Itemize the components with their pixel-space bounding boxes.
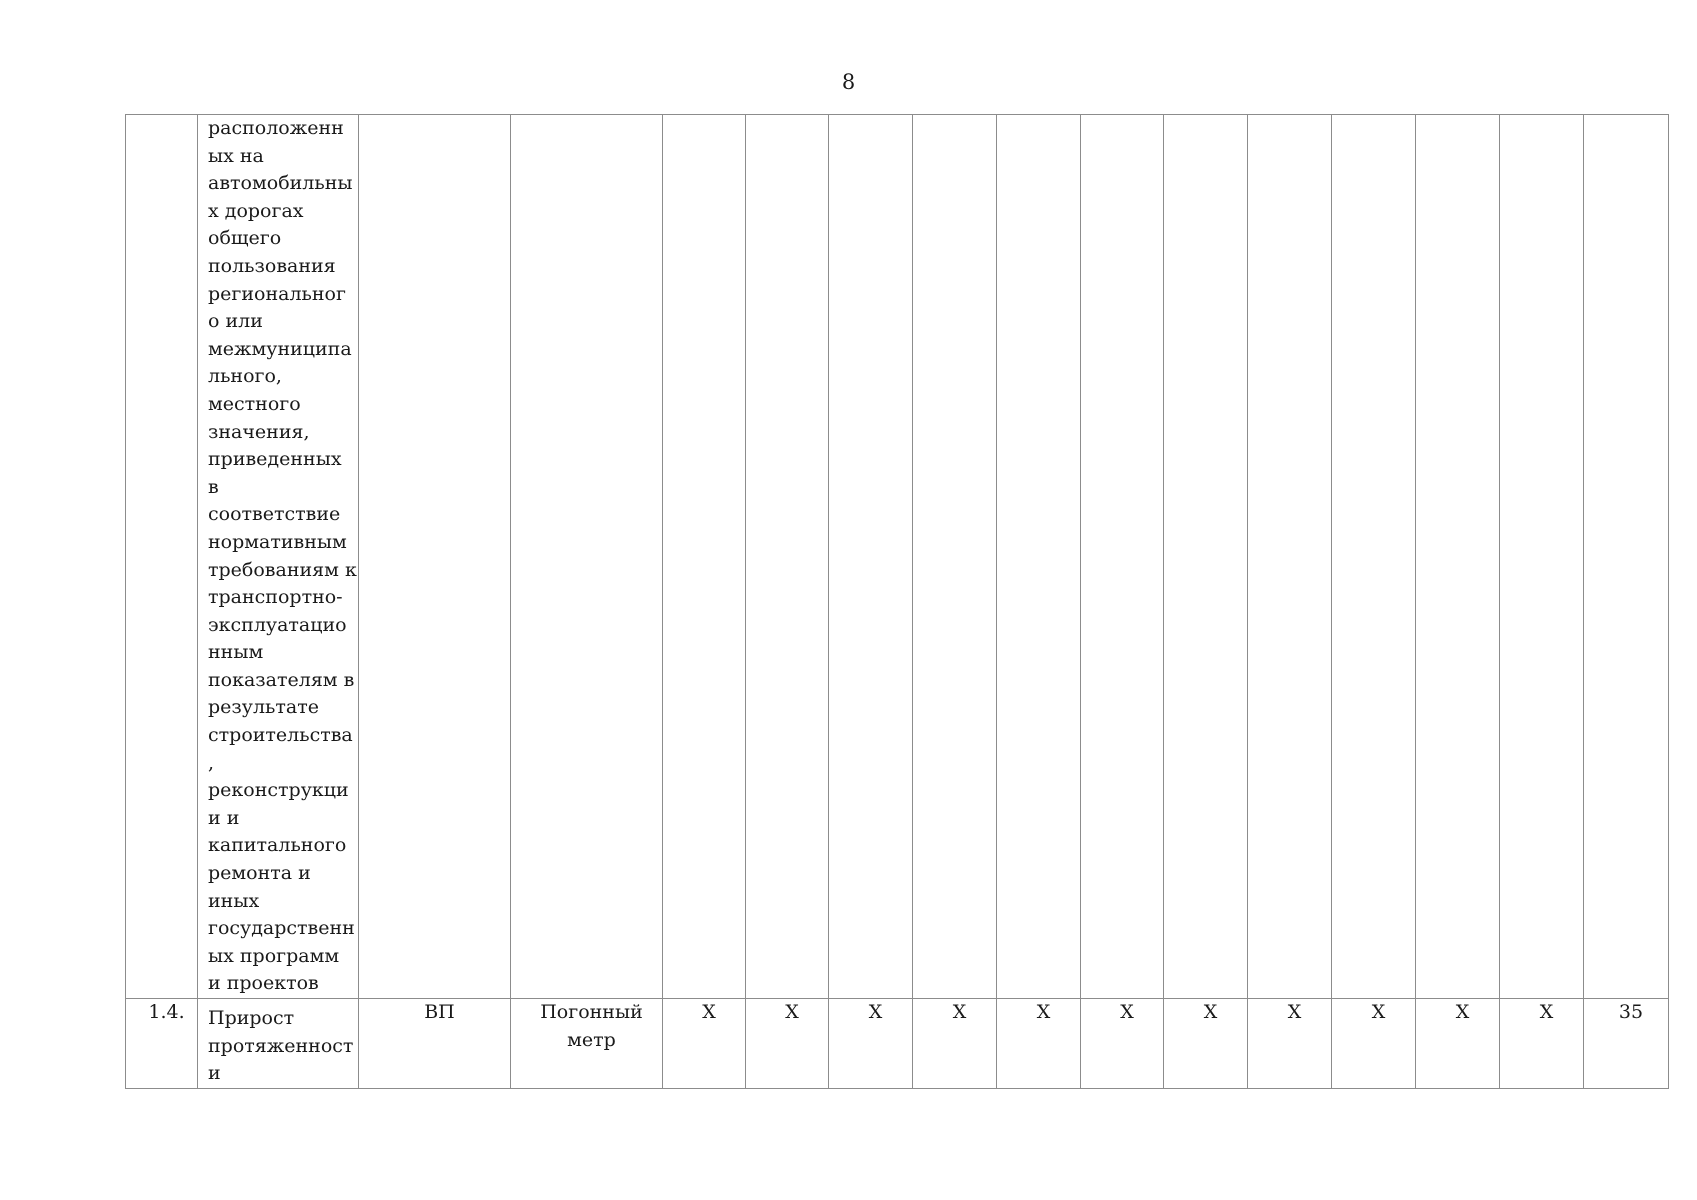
number-cell [126,115,198,999]
unit-cell [511,115,663,999]
type-cell [359,115,511,999]
value-cell: Х [1416,999,1500,1089]
indicators-table [125,114,1669,1089]
value-cell [829,115,913,999]
table-row-1-4 [126,999,1669,1089]
last-value-cell: 35 [1584,999,1669,1089]
value-cell: Х [1248,999,1332,1089]
type-cell: ВП [359,999,511,1089]
indicator-name-cell: расположенн ых на автомобильны х дорогах общего пользования региональног о или межмуниципа льного, местного значения, приведенных в соответствие нормативным требованиям к транспортно- эксплуатацио нным показателям в результате строительства , реконструкци и и капитального ремонта и иных государственн ых программ и проектов [198,115,359,999]
value-cell [1332,115,1416,999]
unit-cell: Погонный метр [511,999,663,1089]
value-cell: Х [746,999,829,1089]
value-cell: Х [1500,999,1584,1089]
indicator-name-cell: Прирост протяженност и [198,999,359,1089]
value-cell [997,115,1081,999]
value-cell: Х [829,999,913,1089]
number-cell: 1.4. [126,999,198,1089]
value-cell [1416,115,1500,999]
value-cell [746,115,829,999]
value-cell: Х [1332,999,1416,1089]
value-cell: Х [1164,999,1248,1089]
value-cell [1164,115,1248,999]
value-cell [1584,115,1669,999]
table-row-continued [126,115,1669,999]
value-cell [663,115,746,999]
value-cell: Х [913,999,997,1089]
value-cell [913,115,997,999]
value-cell [1500,115,1584,999]
value-cell: Х [997,999,1081,1089]
value-cell: Х [1081,999,1164,1089]
page-number: 8 [841,70,856,94]
value-cell [1248,115,1332,999]
value-cell [1081,115,1164,999]
value-cell: Х [663,999,746,1089]
